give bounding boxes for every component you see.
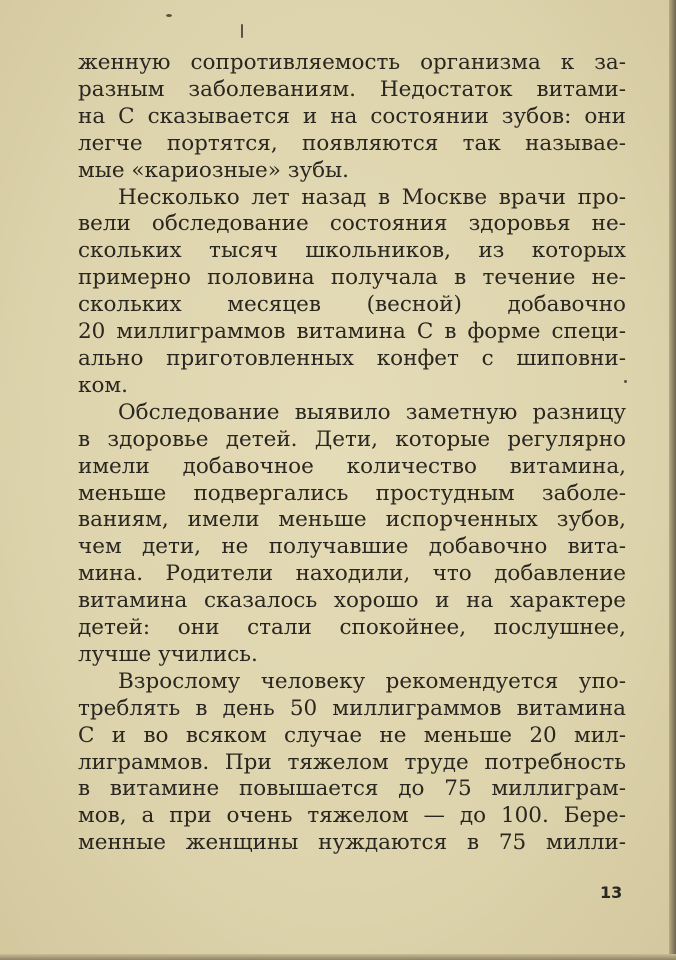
paragraph-1 — [78, 50, 626, 185]
text-line: Обследование выявило заметную разницу — [118, 399, 626, 425]
ink-speck — [241, 24, 243, 38]
text-line: чем дети, не получавшие добавочно вита- — [78, 534, 626, 560]
text-line: женную сопротивляемость организма к за- — [78, 50, 626, 75]
text-line: скольких месяцев (весной) добавочно — [78, 292, 626, 318]
text-line: разным заболеваниям. Недостаток витами- — [78, 76, 626, 102]
text-line: Несколько лет назад в Москве врачи про- — [118, 184, 626, 210]
text-line: мина. Родители находили, что добавление — [78, 561, 626, 587]
text-line: мые «кариозные» зубы. — [78, 157, 349, 183]
text-line: на С сказывается и на состоянии зубов: они — [78, 103, 626, 129]
text-line: 20 миллиграммов витамина С в форме специ- — [78, 319, 626, 345]
text-line: менные женщины нуждаются в 75 милли- — [78, 830, 626, 856]
text-line: ваниям, имели меньше испорченных зубов, — [78, 507, 626, 533]
text-line: лучше учились. — [78, 641, 258, 667]
text-line: имели добавочное количество витамина, — [78, 453, 626, 479]
text-line: лиграммов. При тяжелом труде потребность — [78, 749, 626, 775]
text-line: Взрослому человеку рекомендуется упо- — [118, 668, 626, 694]
text-line: примерно половина получала в течение не- — [78, 265, 626, 291]
text-line: меньше подвергались простудным заболе- — [78, 480, 626, 506]
text-line: в витамине повышается до 75 миллиграм- — [78, 776, 626, 802]
text-line: витамина сказалось хорошо и на характере — [78, 588, 626, 614]
text-line: С и во всяком случае не меньше 20 мил- — [78, 722, 626, 748]
paragraph-4 — [78, 669, 626, 857]
page-number: 13 — [600, 883, 623, 902]
text-line: мов, а при очень тяжелом — до 100. Бере- — [78, 803, 626, 829]
text-line: ком. — [78, 372, 128, 398]
body-text — [78, 50, 626, 857]
text-line: в здоровье детей. Дети, которые регулярно — [78, 426, 626, 452]
paragraph-3 — [78, 400, 626, 669]
page-edge-right — [669, 0, 676, 960]
paragraph-2 — [78, 185, 626, 400]
text-line: детей: они стали спокойнее, послушнее, — [78, 615, 626, 641]
ink-speck — [166, 14, 172, 17]
text-line: легче портятся, появляются так называе- — [78, 130, 626, 156]
text-line: треблять в день 50 миллиграммов витамина — [78, 695, 626, 721]
text-line: ально приготовленных конфет с шиповни- — [78, 345, 626, 371]
text-line: вели обследование состояния здоровья не- — [78, 211, 626, 237]
text-line: скольких тысяч школьников, из которых — [78, 238, 626, 264]
page-edge-bottom — [0, 954, 676, 960]
